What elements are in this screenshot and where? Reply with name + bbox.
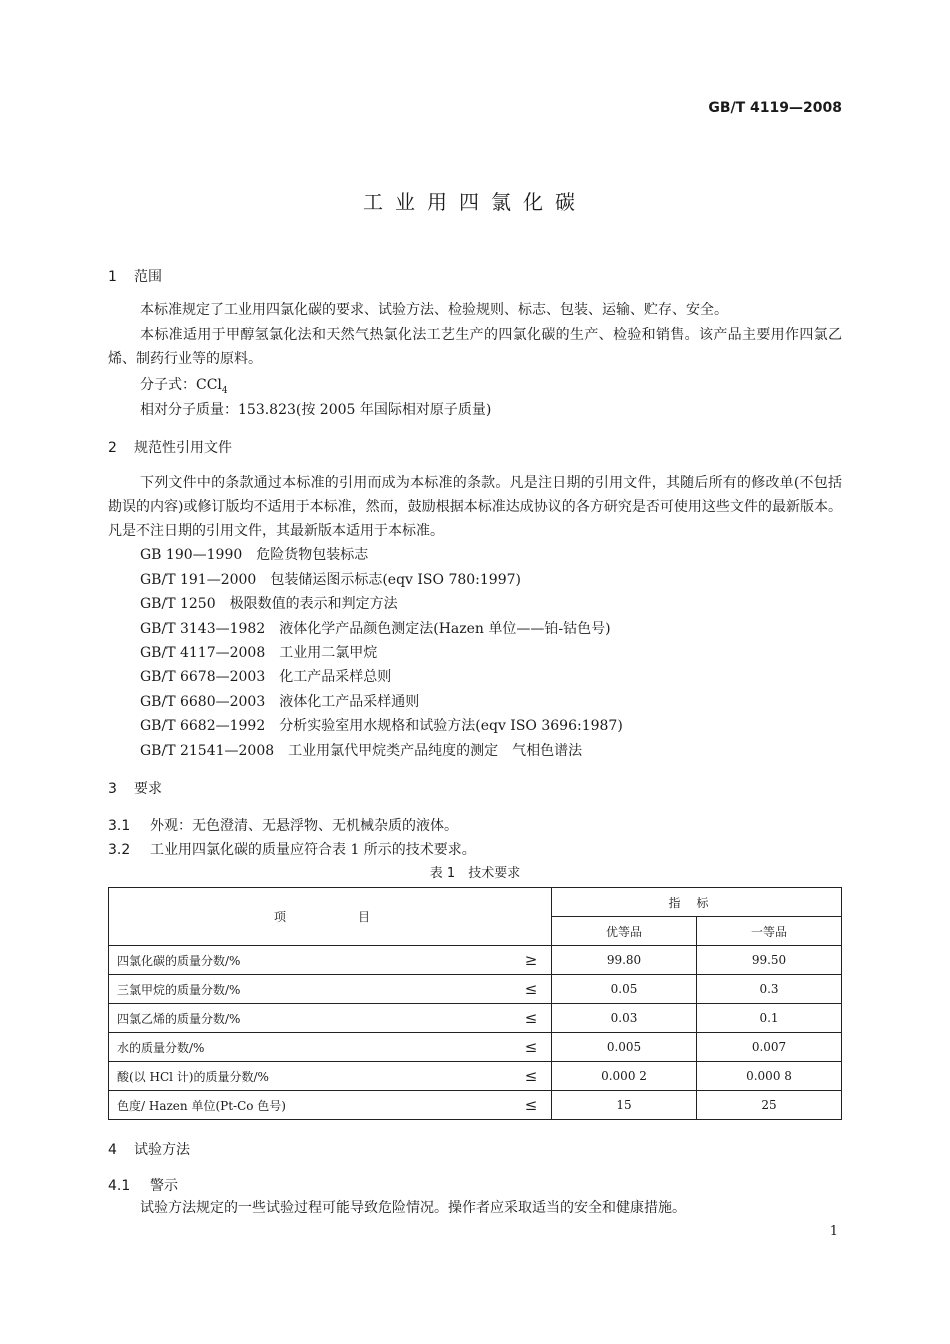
reference-code: GB/T 1250 [140, 596, 216, 612]
row-item: 四氯化碳的质量分数/% [109, 946, 512, 975]
table-row [109, 1091, 842, 1120]
page-number: 1 [829, 1224, 838, 1239]
row-grade-1: 0.000 2 [552, 1062, 697, 1091]
formula-label: 分子式：CCl [140, 377, 222, 393]
row-grade-1: 0.03 [552, 1004, 697, 1033]
molecular-mass: 相对分子质量：153.823(按 2005 年国际相对原子质量) [140, 402, 492, 418]
row-grade-2: 0.3 [697, 975, 842, 1004]
section-title: 试验方法 [134, 1142, 190, 1158]
reference-title: 危险货物包装标志 [256, 547, 369, 563]
row-grade-2: 25 [697, 1091, 842, 1120]
clause-number: 3.1 [108, 818, 131, 834]
reference-code: GB/T 191—2000 [140, 572, 257, 588]
reference-item [140, 642, 377, 662]
row-grade-2: 99.50 [697, 946, 842, 975]
reference-title: 工业用二氯甲烷 [279, 645, 378, 661]
document-title: 工业用四氯化碳 [363, 190, 587, 214]
reference-title: 液体化工产品采样通则 [279, 694, 420, 710]
reference-code: GB/T 3143—1982 [140, 621, 266, 637]
row-comparator: ≥ [511, 946, 552, 975]
table-row [109, 1033, 842, 1062]
reference-code: GB/T 6682—1992 [140, 718, 266, 734]
reference-title: 液体化学产品颜色测定法(Hazen 单位——铂-钴色号) [279, 621, 611, 637]
reference-code: GB 190—1990 [140, 547, 243, 563]
reference-title: 工业用氯代甲烷类产品纯度的测定 气相色谱法 [288, 743, 583, 759]
row-grade-2: 0.000 8 [697, 1062, 842, 1091]
standard-number: GB/T 4119—2008 [708, 100, 842, 116]
section-2-heading [108, 437, 232, 457]
row-comparator: ≤ [511, 1091, 552, 1120]
table-row [109, 1004, 842, 1033]
row-item: 水的质量分数/% [109, 1033, 512, 1062]
technical-requirements-table [108, 887, 842, 1120]
table-row [109, 946, 842, 975]
section-1-paragraph-1: 本标准规定了工业用四氯化碳的要求、试验方法、检验规则、标志、包装、运输、贮存、安全。 [140, 302, 728, 318]
header-index: 指标 [552, 888, 842, 917]
reference-title: 极限数值的表示和判定方法 [229, 596, 398, 612]
section-1-heading [108, 266, 162, 286]
table-row [109, 1062, 842, 1091]
reference-item [140, 691, 419, 711]
requirement-3-2 [108, 839, 476, 859]
reference-code: GB/T 6680—2003 [140, 694, 266, 710]
requirement-3-1 [108, 815, 458, 835]
reference-item [140, 740, 582, 760]
row-comparator: ≤ [511, 975, 552, 1004]
formula-subscript: 4 [221, 385, 228, 396]
row-grade-1: 0.05 [552, 975, 697, 1004]
row-item: 三氯甲烷的质量分数/% [109, 975, 512, 1004]
row-item: 色度/ Hazen 单位(Pt-Co 色号) [109, 1091, 512, 1120]
row-grade-2: 0.1 [697, 1004, 842, 1033]
row-item: 酸(以 HCl 计)的质量分数/% [109, 1062, 512, 1091]
reference-item [140, 544, 368, 564]
section-2-paragraph: 下列文件中的条款通过本标准的引用而成为本标准的条款。凡是注日期的引用文件，其随后所有的修改单(不包括勘误的内容)或修订版均不适用于本标准，然而，鼓励根据本标准达成协议的各方研究是否可使用这些文件的最新版本。凡是不注日期的引用文件，其最新版本适用于本标准。 [108, 475, 842, 539]
reference-item [140, 569, 521, 589]
reference-title: 化工产品采样总则 [279, 669, 392, 685]
reference-item [140, 715, 623, 735]
row-item: 四氯乙烯的质量分数/% [109, 1004, 512, 1033]
section-title: 规范性引用文件 [134, 440, 232, 456]
reference-item [140, 593, 398, 613]
header-item: 项 目 [109, 888, 552, 946]
row-comparator: ≤ [511, 1033, 552, 1062]
table-row [109, 975, 842, 1004]
table-caption: 表 1 技术要求 [429, 866, 521, 881]
row-comparator: ≤ [511, 1004, 552, 1033]
header-grade-2: 一等品 [697, 917, 842, 946]
clause-text: 外观：无色澄清、无悬浮物、无机械杂质的液体。 [150, 818, 458, 834]
reference-item [140, 666, 391, 686]
reference-title: 包装储运图示标志(eqv ISO 780:1997) [270, 572, 521, 588]
molecular-formula [140, 374, 228, 396]
reference-code: GB/T 4117—2008 [140, 645, 266, 661]
section-4-paragraph: 试验方法规定的一些试验过程可能导致危险情况。操作者应采取适当的安全和健康措施。 [140, 1200, 686, 1216]
row-grade-2: 0.007 [697, 1033, 842, 1062]
subsection-number: 4.1 [108, 1178, 131, 1194]
subsection-title: 警示 [150, 1178, 178, 1194]
row-comparator: ≤ [511, 1062, 552, 1091]
subsection-4-1-heading [108, 1175, 178, 1195]
section-number: 1 [108, 269, 117, 285]
section-1-paragraph-2: 本标准适用于甲醇氢氯化法和天然气热氯化法工艺生产的四氯化碳的生产、检验和销售。该产品主要用作四氯乙烯、制药行业等的原料。 [108, 327, 842, 367]
section-4-heading [108, 1139, 190, 1159]
reference-title: 分析实验室用水规格和试验方法(eqv ISO 3696:1987) [279, 718, 623, 734]
reference-code: GB/T 21541—2008 [140, 743, 275, 759]
row-grade-1: 0.005 [552, 1033, 697, 1062]
section-title: 范围 [134, 269, 162, 285]
section-title: 要求 [134, 781, 162, 797]
clause-text: 工业用四氯化碳的质量应符合表 1 所示的技术要求。 [150, 842, 476, 858]
row-grade-1: 99.80 [552, 946, 697, 975]
section-number: 4 [108, 1142, 117, 1158]
section-3-heading [108, 778, 162, 798]
section-number: 2 [108, 440, 117, 456]
clause-number: 3.2 [108, 842, 131, 858]
reference-code: GB/T 6678—2003 [140, 669, 266, 685]
section-number: 3 [108, 781, 117, 797]
header-grade-1: 优等品 [552, 917, 697, 946]
row-grade-1: 15 [552, 1091, 697, 1120]
reference-item [140, 618, 611, 638]
